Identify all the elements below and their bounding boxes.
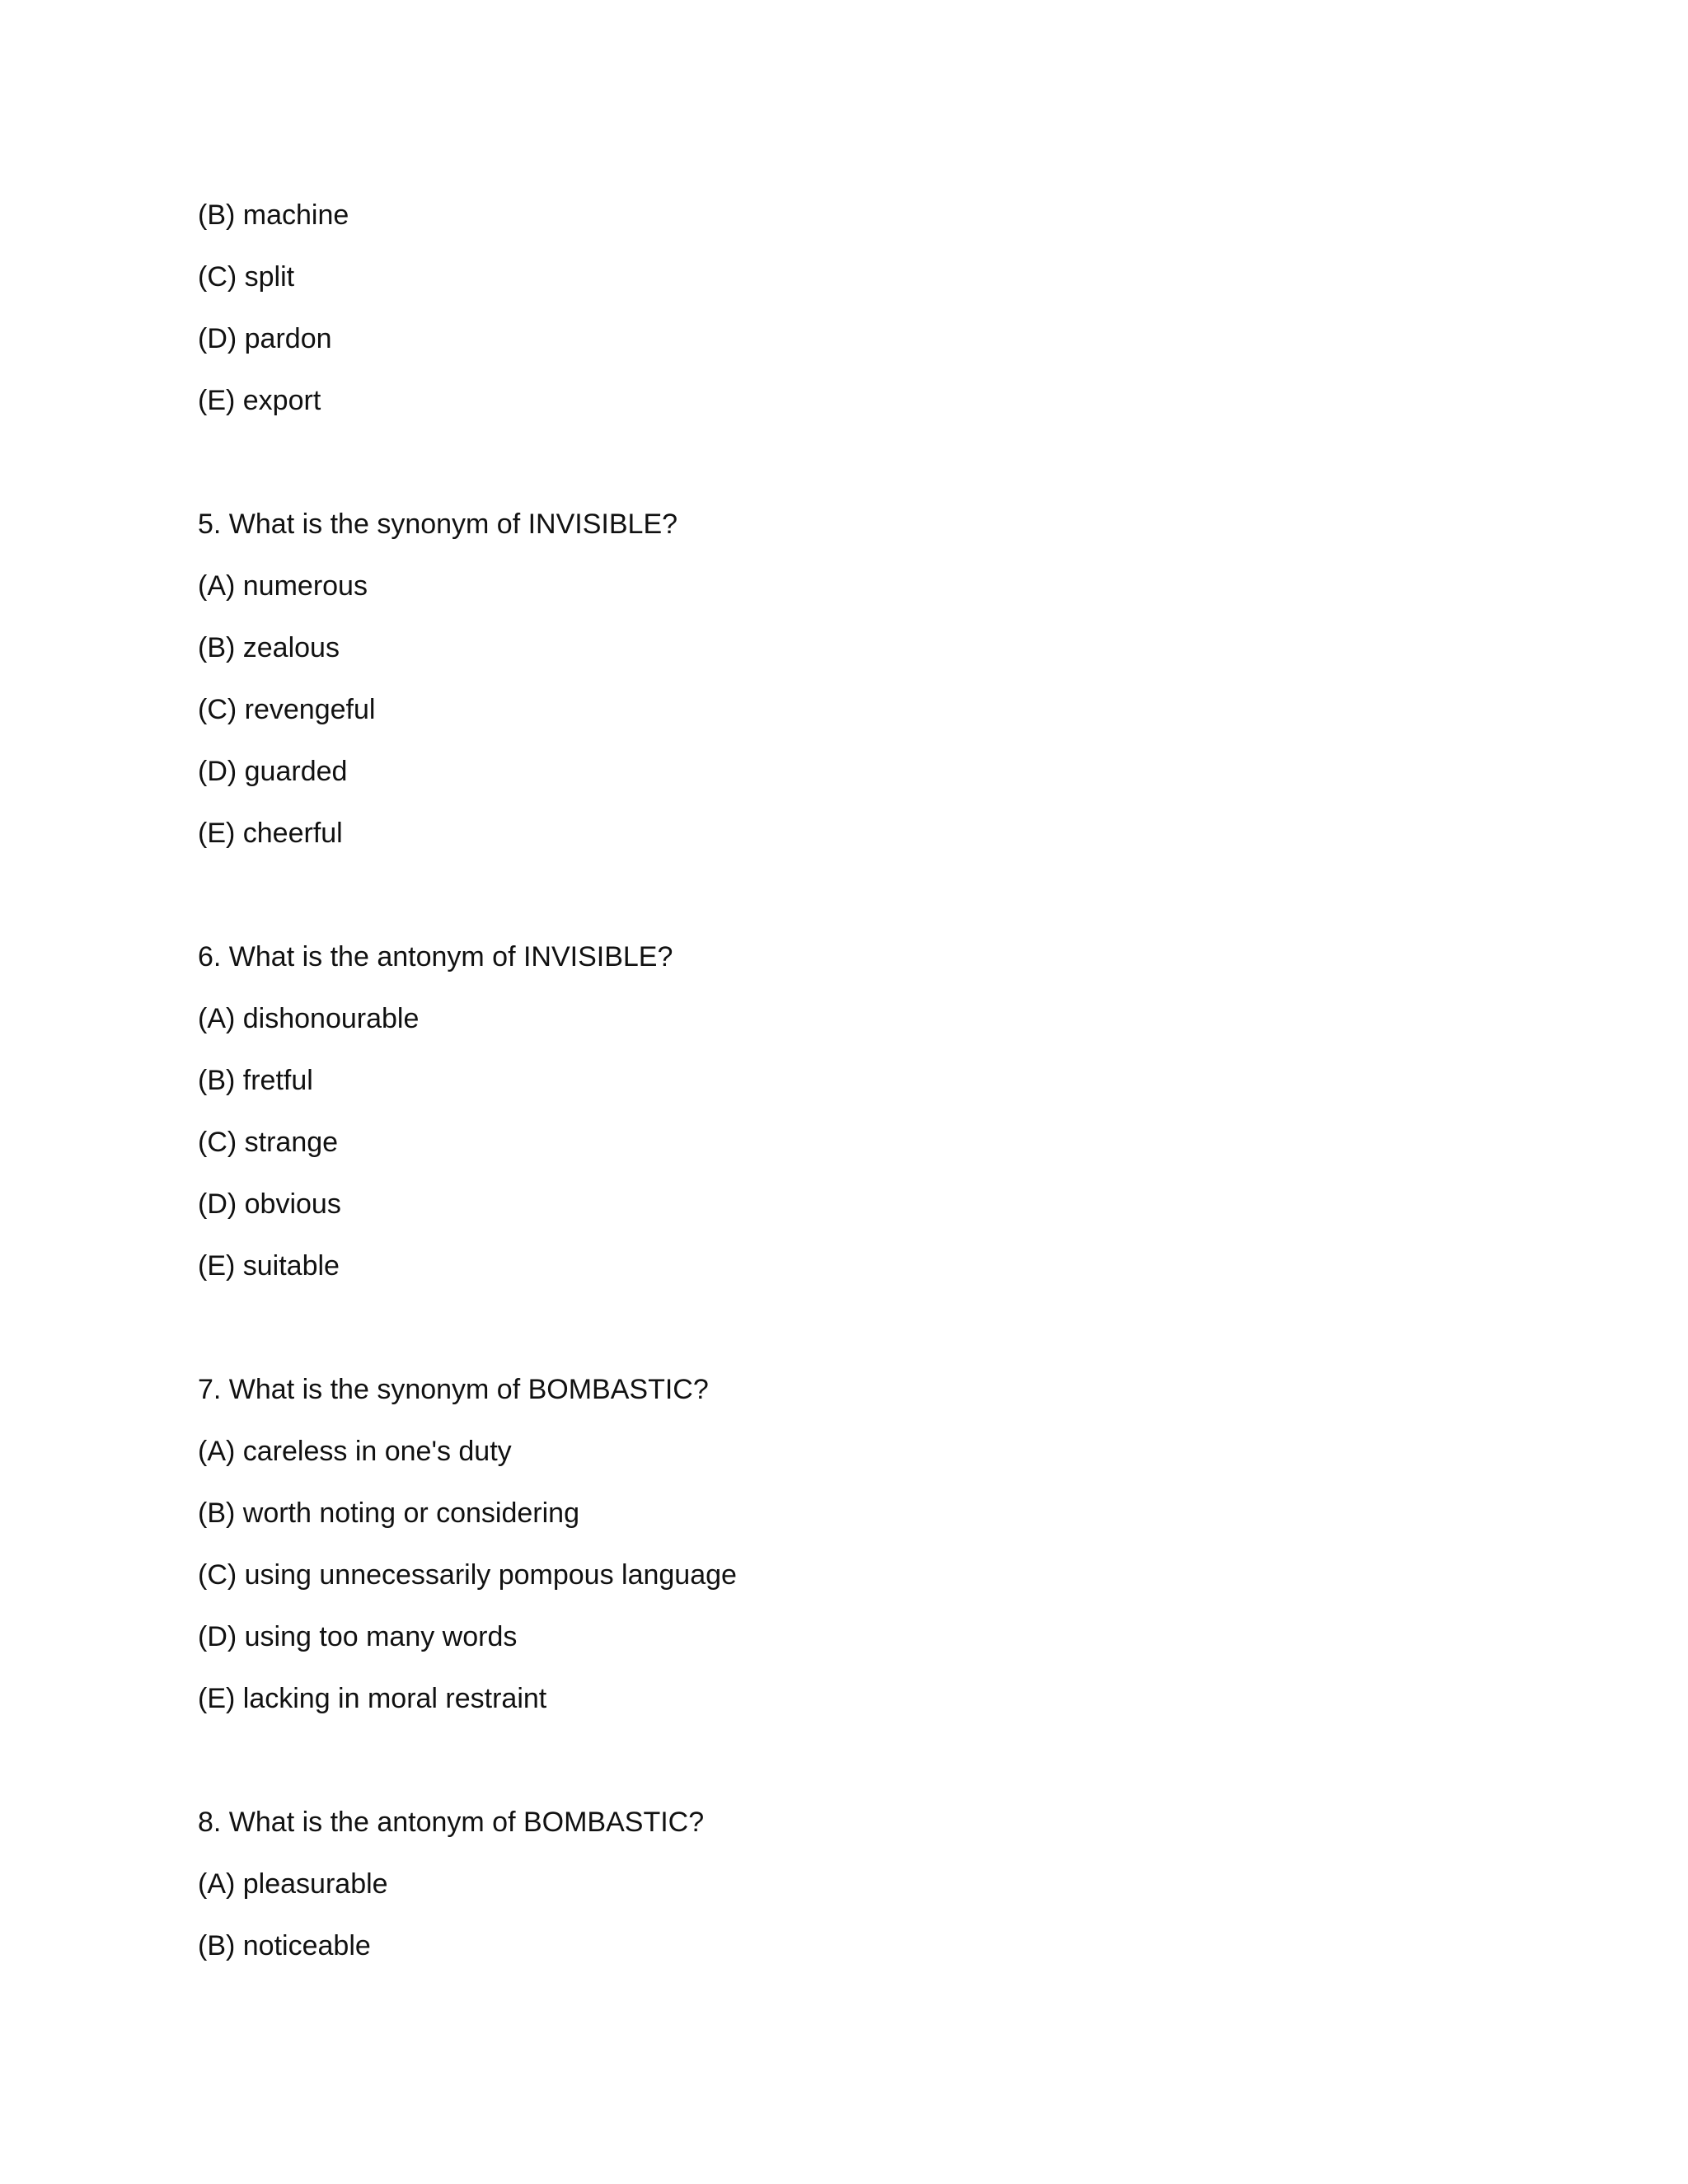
answer-option: (C) strange bbox=[198, 1127, 339, 1158]
answer-option: (C) using unnecessarily pompous language bbox=[198, 1559, 737, 1591]
answer-option: (E) cheerful bbox=[198, 818, 343, 849]
document-page bbox=[198, 194, 1517, 1987]
spacer bbox=[198, 442, 1517, 504]
answer-option: (E) suitable bbox=[198, 1250, 340, 1282]
answer-option: (C) split bbox=[198, 261, 295, 293]
answer-option: (A) dishonourable bbox=[198, 1003, 420, 1034]
spacer bbox=[198, 1740, 1517, 1802]
answer-option: (D) obvious bbox=[198, 1188, 341, 1220]
answer-option: (B) fretful bbox=[198, 1065, 313, 1096]
question-text: 7. What is the synonym of BOMBASTIC? bbox=[198, 1374, 709, 1405]
answer-option: (B) worth noting or considering bbox=[198, 1497, 580, 1529]
answer-option: (A) careless in one's duty bbox=[198, 1436, 512, 1467]
question-block bbox=[198, 1369, 1517, 1740]
answer-option: (B) noticeable bbox=[198, 1930, 371, 1961]
answer-option: (C) revengeful bbox=[198, 694, 376, 725]
answer-option: (A) pleasurable bbox=[198, 1868, 388, 1900]
question-block bbox=[198, 504, 1517, 874]
question-block bbox=[198, 936, 1517, 1307]
question-block bbox=[198, 1802, 1517, 1987]
question-text: 8. What is the antonym of BOMBASTIC? bbox=[198, 1807, 705, 1838]
spacer bbox=[198, 874, 1517, 936]
question-block bbox=[198, 194, 1517, 442]
answer-option: (E) lacking in moral restraint bbox=[198, 1683, 547, 1714]
question-text: 6. What is the antonym of INVISIBLE? bbox=[198, 941, 673, 972]
answer-option: (E) export bbox=[198, 385, 321, 416]
answer-option: (B) machine bbox=[198, 199, 349, 231]
answer-option: (D) using too many words bbox=[198, 1621, 518, 1652]
answer-option: (B) zealous bbox=[198, 632, 340, 663]
answer-option: (D) pardon bbox=[198, 323, 332, 354]
answer-option: (D) guarded bbox=[198, 756, 348, 787]
spacer bbox=[198, 1307, 1517, 1369]
question-text: 5. What is the synonym of INVISIBLE? bbox=[198, 509, 678, 540]
answer-option: (A) numerous bbox=[198, 570, 368, 602]
